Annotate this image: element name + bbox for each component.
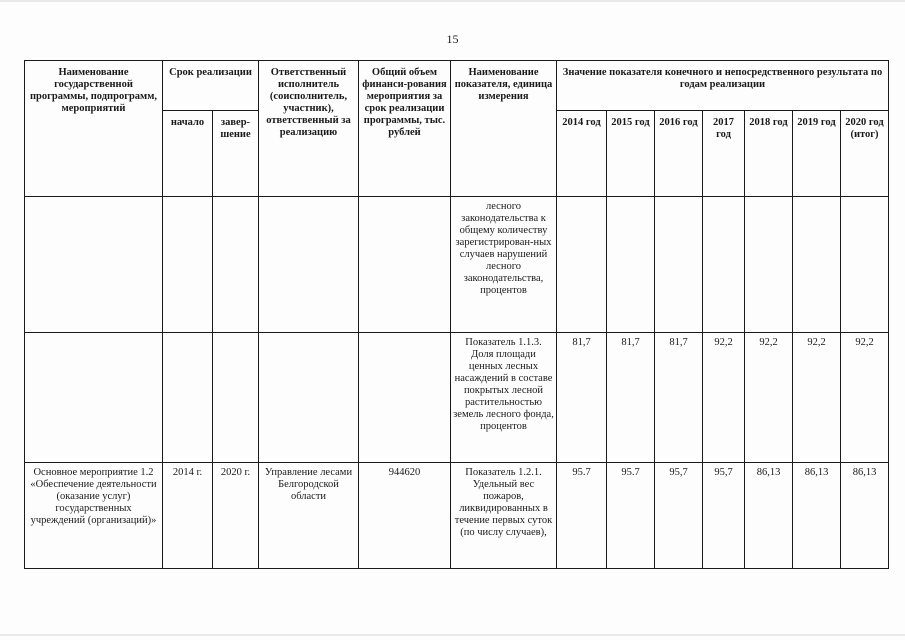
header-term: Срок реализации <box>163 61 259 111</box>
cell-value: 81,7 <box>607 333 655 463</box>
header-year-2018: 2018 год <box>745 111 793 197</box>
cell-responsible: Управление лесами Белгородской области <box>259 463 359 569</box>
cell-indicator: Показатель 1.2.1. Удельный вес пожаров, ликвидированных в течение первых суток (по числу случаев), <box>451 463 557 569</box>
scan-edge-top <box>0 0 905 2</box>
cell-volume <box>359 197 451 333</box>
table-row <box>25 333 889 463</box>
table-row <box>25 463 889 569</box>
cell-value <box>557 197 607 333</box>
cell-responsible <box>259 197 359 333</box>
cell-value: 86,13 <box>793 463 841 569</box>
cell-value: 86,13 <box>745 463 793 569</box>
header-responsible: Ответственный исполнитель (соисполнитель, участник), ответственный за реализацию <box>259 61 359 197</box>
cell-indicator: лесного законодательства к общему количеству зарегистрирован-ных случаев нарушений лесного законодательства, процентов <box>451 197 557 333</box>
header-year-2017: 2017 год <box>703 111 745 197</box>
cell-start <box>163 333 213 463</box>
cell-name: Основное мероприятие 1.2 «Обеспечение деятельности (оказание услуг) государственных учреждений (организаций)» <box>25 463 163 569</box>
header-year-2016: 2016 год <box>655 111 703 197</box>
cell-end <box>213 197 259 333</box>
cell-value: 95,7 <box>703 463 745 569</box>
cell-value: 95.7 <box>557 463 607 569</box>
table-row <box>25 197 889 333</box>
cell-start: 2014 г. <box>163 463 213 569</box>
cell-value <box>607 197 655 333</box>
header-indicator: Наименование показателя, единица измерения <box>451 61 557 197</box>
header-year-2020: 2020 год (итог) <box>841 111 889 197</box>
header-start: начало <box>163 111 213 197</box>
cell-responsible <box>259 333 359 463</box>
header-values-group: Значение показателя конечного и непосредственного результата по годам реализации <box>557 61 889 111</box>
scan-edge-bottom <box>0 634 905 636</box>
header-year-2015: 2015 год <box>607 111 655 197</box>
cell-volume: 944620 <box>359 463 451 569</box>
header-volume: Общий объем финанси-рования мероприятия за срок реализации программы, тыс. рублей <box>359 61 451 197</box>
header-name: Наименование государственной программы, подпрограмм, мероприятий <box>25 61 163 197</box>
header-year-2019: 2019 год <box>793 111 841 197</box>
cell-volume <box>359 333 451 463</box>
cell-value <box>745 197 793 333</box>
cell-value: 92,2 <box>703 333 745 463</box>
cell-value: 81,7 <box>557 333 607 463</box>
cell-indicator: Показатель 1.1.3. Доля площади ценных лесных насаждений в составе покрытых лесной растительностью земель лесного фонда, процентов <box>451 333 557 463</box>
cell-value: 92,2 <box>841 333 889 463</box>
cell-name <box>25 197 163 333</box>
header-year-2014: 2014 год <box>557 111 607 197</box>
cell-end <box>213 333 259 463</box>
cell-value: 92,2 <box>793 333 841 463</box>
cell-value: 95.7 <box>607 463 655 569</box>
table-body <box>25 197 889 569</box>
cell-value: 92,2 <box>745 333 793 463</box>
cell-end: 2020 г. <box>213 463 259 569</box>
cell-value <box>703 197 745 333</box>
cell-value: 81,7 <box>655 333 703 463</box>
cell-value <box>793 197 841 333</box>
cell-value <box>655 197 703 333</box>
cell-start <box>163 197 213 333</box>
header-end: завер-шение <box>213 111 259 197</box>
cell-name <box>25 333 163 463</box>
page-number: 15 <box>446 32 459 46</box>
program-table <box>24 60 889 569</box>
cell-value: 86,13 <box>841 463 889 569</box>
cell-value: 95,7 <box>655 463 703 569</box>
cell-value <box>841 197 889 333</box>
